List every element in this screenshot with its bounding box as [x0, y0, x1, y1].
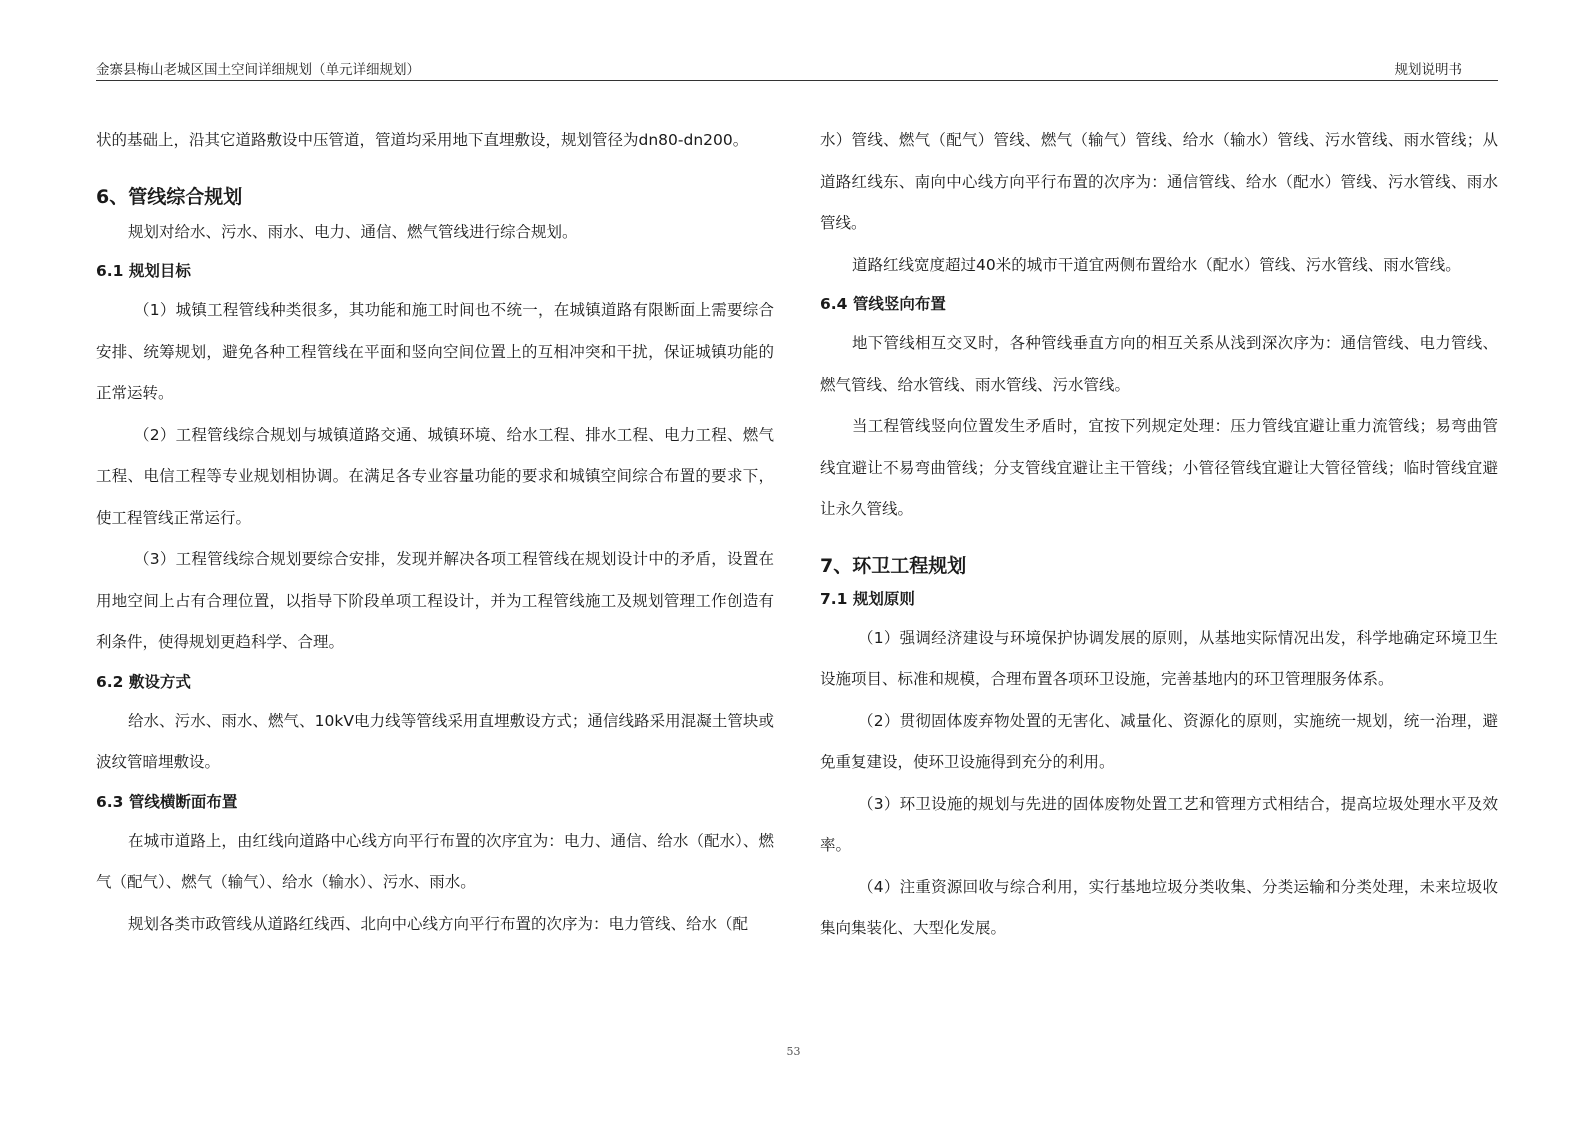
right-column [820, 120, 1498, 950]
subsection-heading-6-4: 6.4 管线竖向布置 [820, 295, 946, 313]
section-heading-7: 7、环卫工程规划 [820, 554, 967, 577]
document-type: 规划说明书 [1394, 62, 1462, 78]
paragraph-6-intro: 规划对给水、污水、雨水、电力、通信、燃气管线进行综合规划。 [128, 222, 578, 241]
left-column [96, 120, 774, 945]
page-header [96, 56, 1498, 81]
paragraph-continuation: 水）管线、燃气（配气）管线、燃气（输气）管线、给水（输水）管线、污水管线、雨水管线；从道路红线东、南向中心线方向平行布置的次序为：通信管线、给水（配水）管线、污水管线、雨水管线。 [820, 131, 1498, 232]
paragraph-6-4-2: 当工程管线竖向位置发生矛盾时，宜按下列规定处理：压力管线宜避让重力流管线；易弯曲管线宜避让不易弯曲管线；分支管线宜避让主干管线；小管径管线宜避让大管径管线；临时管线宜避让永久管线。 [820, 417, 1498, 518]
paragraph-7-1-item-3: （3）环卫设施的规划与先进的固体废物处置工艺和管理方式相结合，提高垃圾处理水平及效率。 [820, 794, 1498, 854]
paragraph-7-1-item-1: （1）强调经济建设与环境保护协调发展的原则，从基地实际情况出发，科学地确定环境卫生设施项目、标准和规模，合理布置各项环卫设施，完善基地内的环卫管理服务体系。 [820, 628, 1498, 688]
paragraph-7-1-item-2: （2）贯彻固体废弃物处置的无害化、减量化、资源化的原则，实施统一规划，统一治理，避免重复建设，使环卫设施得到充分的利用。 [820, 711, 1498, 771]
paragraph-6-3-1: 在城市道路上，由红线向道路中心线方向平行布置的次序宜为：电力、通信、给水（配水）、燃气（配气）、燃气（输气）、给水（输水）、污水、雨水。 [96, 831, 774, 891]
subsection-heading-7-1: 7.1 规划原则 [820, 589, 915, 608]
paragraph-6-1-item-3: （3）工程管线综合规划要综合安排，发现并解决各项工程管线在规划设计中的矛盾，设置在用地空间上占有合理位置，以指导下阶段单项工程设计，并为工程管线施工及规划管理工作创造有利条件，使得规划更趋科学、合理。 [96, 550, 774, 651]
paragraph-7-1-item-4: （4）注重资源回收与综合利用，实行基地垃圾分类收集、分类运输和分类处理，未来垃圾收集向集装化、大型化发展。 [820, 877, 1498, 937]
page-number: 53 [786, 1045, 801, 1058]
subsection-heading-6-3: 6.3 管线横断面布置 [96, 792, 238, 811]
paragraph-6-1-item-2: （2）工程管线综合规划与城镇道路交通、城镇环境、给水工程、排水工程、电力工程、燃气工程、电信工程等专业规划相协调。在满足各专业容量功能的要求和城镇空间综合布置的要求下，使工程管线正常运行。 [96, 425, 774, 527]
document-title: 金寨县梅山老城区国土空间详细规划（单元详细规划） [96, 62, 420, 78]
subsection-heading-6-1: 6.1 规划目标 [96, 262, 191, 280]
paragraph-6-1-item-1: （1）城镇工程管线种类很多，其功能和施工时间也不统一，在城镇道路有限断面上需要综合安排、统筹规划，避免各种工程管线在平面和竖向空间位置上的互相冲突和干扰，保证城镇功能的正常运转。 [96, 301, 774, 402]
paragraph-6-2: 给水、污水、雨水、燃气、10kV电力线等管线采用直埋敷设方式；通信线路采用混凝土管块或波纹管暗埋敷设。 [96, 711, 774, 771]
subsection-heading-6-2: 6.2 敷设方式 [96, 672, 191, 691]
paragraph-6-3-3: 道路红线宽度超过40米的城市干道宜两侧布置给水（配水）管线、污水管线、雨水管线。 [852, 255, 1461, 274]
paragraph-continuation: 状的基础上，沿其它道路敷设中压管道，管道均采用地下直埋敷设，规划管径为dn80-dn200。 [96, 131, 749, 149]
paragraph-6-3-2: 规划各类市政管线从道路红线西、北向中心线方向平行布置的次序为：电力管线、给水（配 [128, 914, 749, 933]
paragraph-6-4-1: 地下管线相互交叉时，各种管线垂直方向的相互关系从浅到深次序为：通信管线、电力管线、燃气管线、给水管线、雨水管线、污水管线。 [820, 334, 1498, 394]
section-heading-6: 6、管线综合规划 [96, 185, 243, 208]
